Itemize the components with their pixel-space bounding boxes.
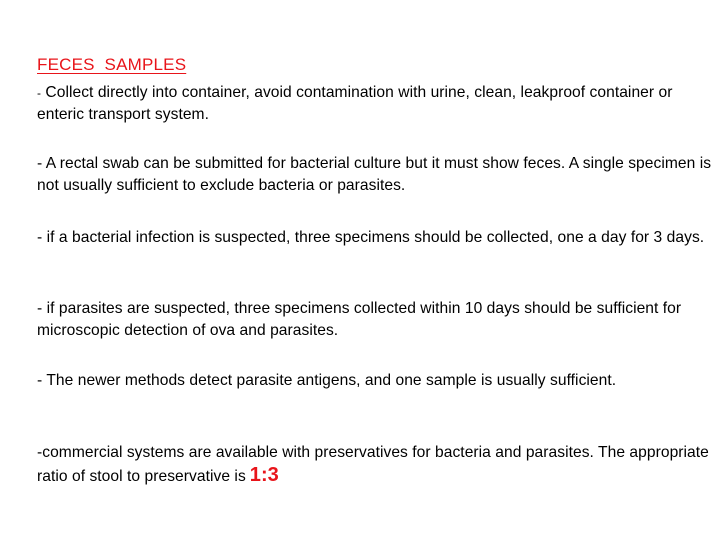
- paragraph-preservatives-text: -commercial systems are available with preservatives for bacteria and parasites. The appropriate ratio of stool to preservative is: [37, 444, 709, 485]
- paragraph-antigen-methods: - The newer methods detect parasite antigens, and one sample is usually sufficient.: [37, 372, 617, 389]
- paragraph-preservatives: [37, 442, 712, 488]
- paragraph-parasites: - if parasites are suspected, three specimens collected within 10 days should be sufficient for microscopic detection of ova and parasites.: [37, 300, 682, 339]
- page-title: FECES SAMPLES: [37, 55, 187, 74]
- paragraph-collection: [37, 82, 712, 126]
- paragraph-rectal-swab: - A rectal swab can be submitted for bacterial culture but it must show feces. A single specimen is not usually sufficient to exclude bacteria or parasites.: [37, 155, 712, 194]
- paragraph-bacterial-infection: - if a bacterial infection is suspected, three specimens should be collected, one a day for 3 days.: [37, 229, 705, 246]
- paragraph-collection-text: Collect directly into container, avoid contamination with urine, clean, leakproof container or enteric transport system.: [37, 84, 673, 123]
- bullet-dash: -: [37, 86, 42, 100]
- ratio-value: 1:3: [249, 464, 279, 486]
